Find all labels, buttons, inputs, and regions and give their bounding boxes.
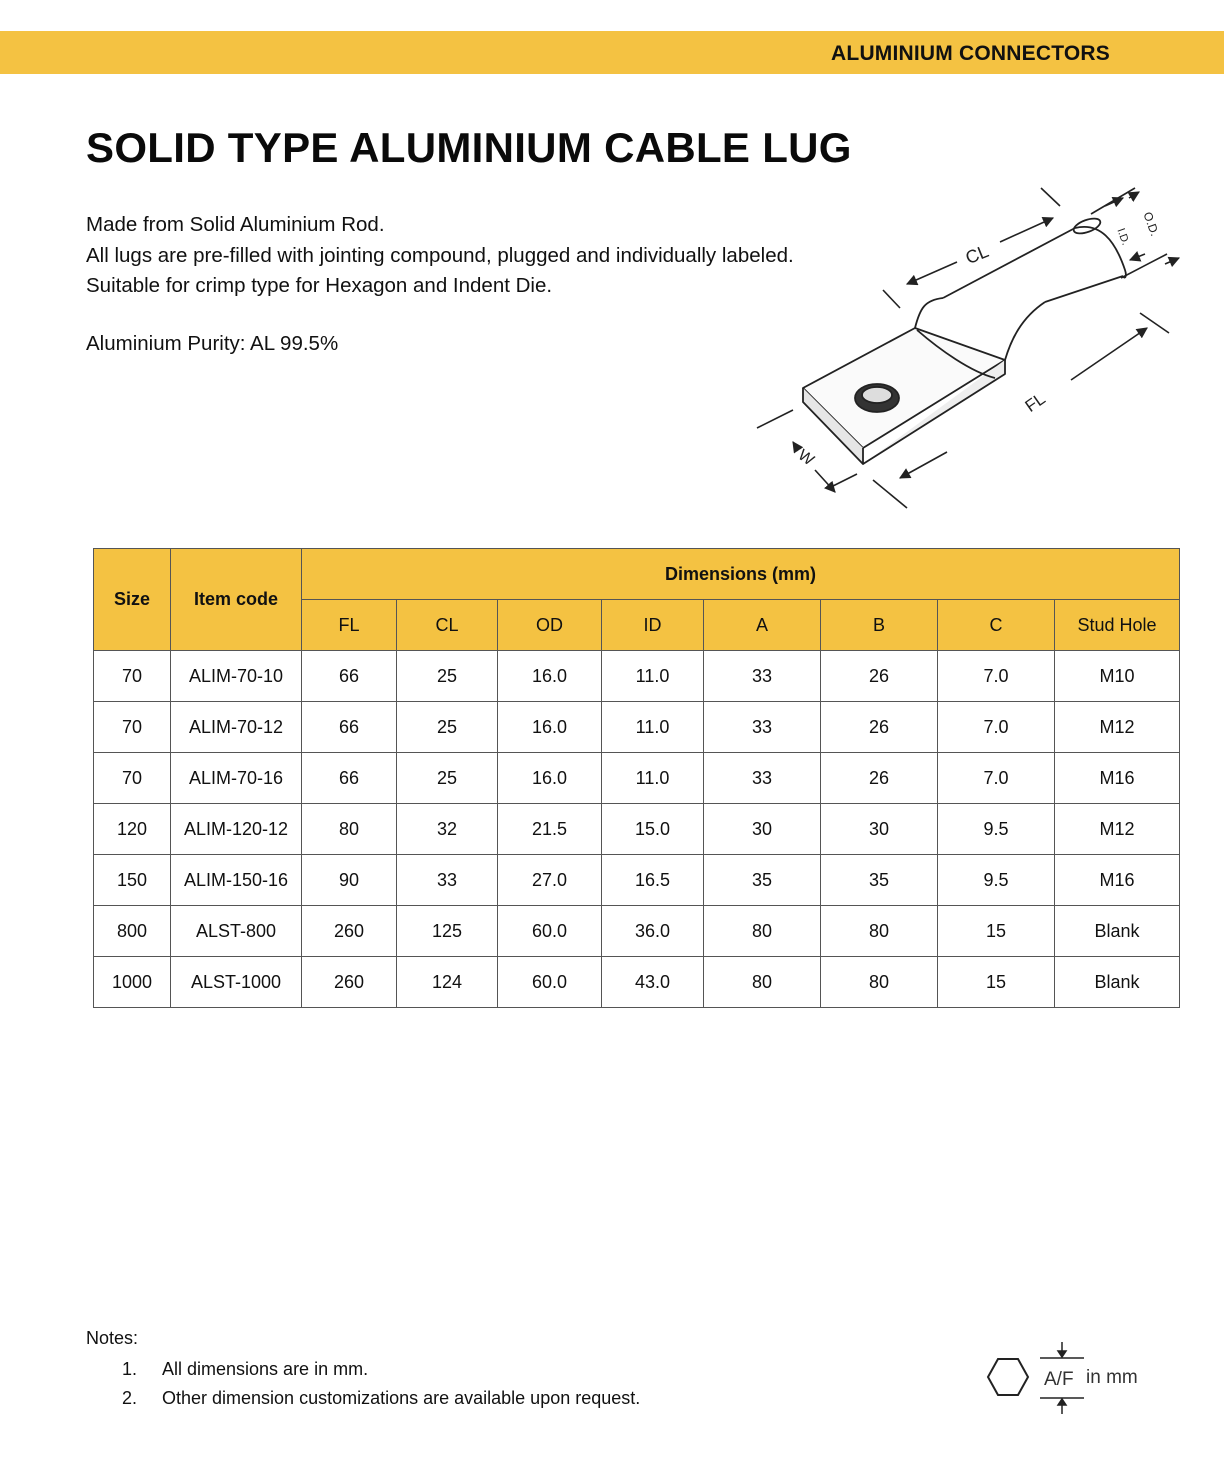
cell-od: 60.0 [498,957,602,1008]
cell-stud-hole: M10 [1055,651,1180,702]
fl-label: FL [1021,388,1049,416]
cell-a: 35 [704,855,821,906]
cell-item-code: ALST-800 [171,906,302,957]
cell-item-code: ALIM-120-12 [171,804,302,855]
cell-od: 16.0 [498,651,602,702]
note-text: Other dimension customizations are available upon request. [162,1388,641,1408]
table-row [94,702,1180,753]
column-header-id: ID [602,600,704,651]
cell-item-code: ALIM-150-16 [171,855,302,906]
cell-size: 70 [94,651,171,702]
af-unit: in mm [1086,1367,1138,1388]
item-code-header: Item code [171,549,302,651]
cell-fl: 66 [302,651,397,702]
cell-b: 80 [821,957,938,1008]
cell-item-code: ALST-1000 [171,957,302,1008]
af-label: A/F [1044,1369,1074,1390]
note-text: All dimensions are in mm. [162,1359,369,1379]
cell-fl: 66 [302,753,397,804]
cell-b: 35 [821,855,938,906]
cell-c: 9.5 [938,855,1055,906]
hexagon-icon [988,1359,1028,1395]
cell-stud-hole: M16 [1055,855,1180,906]
cell-id: 16.5 [602,855,704,906]
note-item [86,1384,640,1413]
cell-a: 80 [704,906,821,957]
cell-stud-hole: M12 [1055,702,1180,753]
dimensions-table [93,548,1180,1008]
cell-id: 11.0 [602,702,704,753]
cell-id: 11.0 [602,651,704,702]
cl-label: CL [962,240,992,269]
notes-title: Notes: [86,1328,139,1348]
cell-fl: 260 [302,957,397,1008]
cell-od: 21.5 [498,804,602,855]
description-line: Made from Solid Aluminium Rod. [86,213,385,236]
cell-cl: 32 [397,804,498,855]
cell-item-code: ALIM-70-12 [171,702,302,753]
note-number: 2. [122,1388,138,1408]
w-label: W [794,446,817,470]
dimensions-header: Dimensions (mm) [302,549,1180,600]
cell-size: 70 [94,753,171,804]
table-row [94,651,1180,702]
note-number: 1. [122,1359,138,1379]
cell-a: 33 [704,651,821,702]
table-row [94,957,1180,1008]
top-category-bar [0,31,1224,74]
page-title: SOLID TYPE ALUMINIUM CABLE LUG [86,124,852,171]
cell-size: 70 [94,702,171,753]
column-header-stud-hole: Stud Hole [1055,600,1180,651]
cell-stud-hole: M12 [1055,804,1180,855]
description-line: Suitable for crimp type for Hexagon and Indent Die. [86,274,553,297]
cell-stud-hole: M16 [1055,753,1180,804]
cell-c: 7.0 [938,702,1055,753]
column-header-b: B [821,600,938,651]
table-row [94,906,1180,957]
table-row [94,753,1180,804]
od-label: O.D. [1140,209,1162,238]
cell-stud-hole: Blank [1055,957,1180,1008]
cell-item-code: ALIM-70-10 [171,651,302,702]
purity-text: Aluminium Purity: AL 99.5% [86,332,339,355]
cell-cl: 25 [397,702,498,753]
column-header-fl: FL [302,600,397,651]
cell-c: 9.5 [938,804,1055,855]
cell-fl: 80 [302,804,397,855]
cell-c: 15 [938,906,1055,957]
cell-size: 120 [94,804,171,855]
cell-cl: 124 [397,957,498,1008]
cell-cl: 125 [397,906,498,957]
cell-id: 36.0 [602,906,704,957]
cell-a: 30 [704,804,821,855]
cell-a: 33 [704,702,821,753]
size-header: Size [94,549,171,651]
column-header-c: C [938,600,1055,651]
cable-lug-diagram [735,180,1205,520]
cell-a: 80 [704,957,821,1008]
cell-cl: 25 [397,651,498,702]
cell-od: 60.0 [498,906,602,957]
cell-cl: 25 [397,753,498,804]
notes-section [86,1328,640,1413]
cell-c: 7.0 [938,753,1055,804]
note-item [86,1355,640,1384]
cell-od: 16.0 [498,753,602,804]
cell-item-code: ALIM-70-16 [171,753,302,804]
product-description [86,210,794,302]
cell-cl: 33 [397,855,498,906]
table-row [94,804,1180,855]
cell-b: 30 [821,804,938,855]
cell-od: 27.0 [498,855,602,906]
column-header-a: A [704,600,821,651]
table-body [94,651,1180,1008]
cell-a: 33 [704,753,821,804]
hexagon-af-legend [984,1340,1154,1420]
column-header-od: OD [498,600,602,651]
category-label: ALUMINIUM CONNECTORS [831,42,1110,65]
cell-id: 11.0 [602,753,704,804]
cell-id: 43.0 [602,957,704,1008]
cell-c: 15 [938,957,1055,1008]
cell-b: 26 [821,651,938,702]
cell-size: 150 [94,855,171,906]
cell-stud-hole: Blank [1055,906,1180,957]
cell-size: 800 [94,906,171,957]
cell-fl: 90 [302,855,397,906]
id-label: I.D. [1114,226,1132,247]
cell-fl: 260 [302,906,397,957]
cell-fl: 66 [302,702,397,753]
cell-od: 16.0 [498,702,602,753]
cell-id: 15.0 [602,804,704,855]
description-line: All lugs are pre-filled with jointing compound, plugged and individually labeled. [86,243,794,267]
cell-b: 26 [821,702,938,753]
cell-b: 80 [821,906,938,957]
column-header-cl: CL [397,600,498,651]
table-row [94,855,1180,906]
cell-size: 1000 [94,957,171,1008]
cell-c: 7.0 [938,651,1055,702]
cell-b: 26 [821,753,938,804]
